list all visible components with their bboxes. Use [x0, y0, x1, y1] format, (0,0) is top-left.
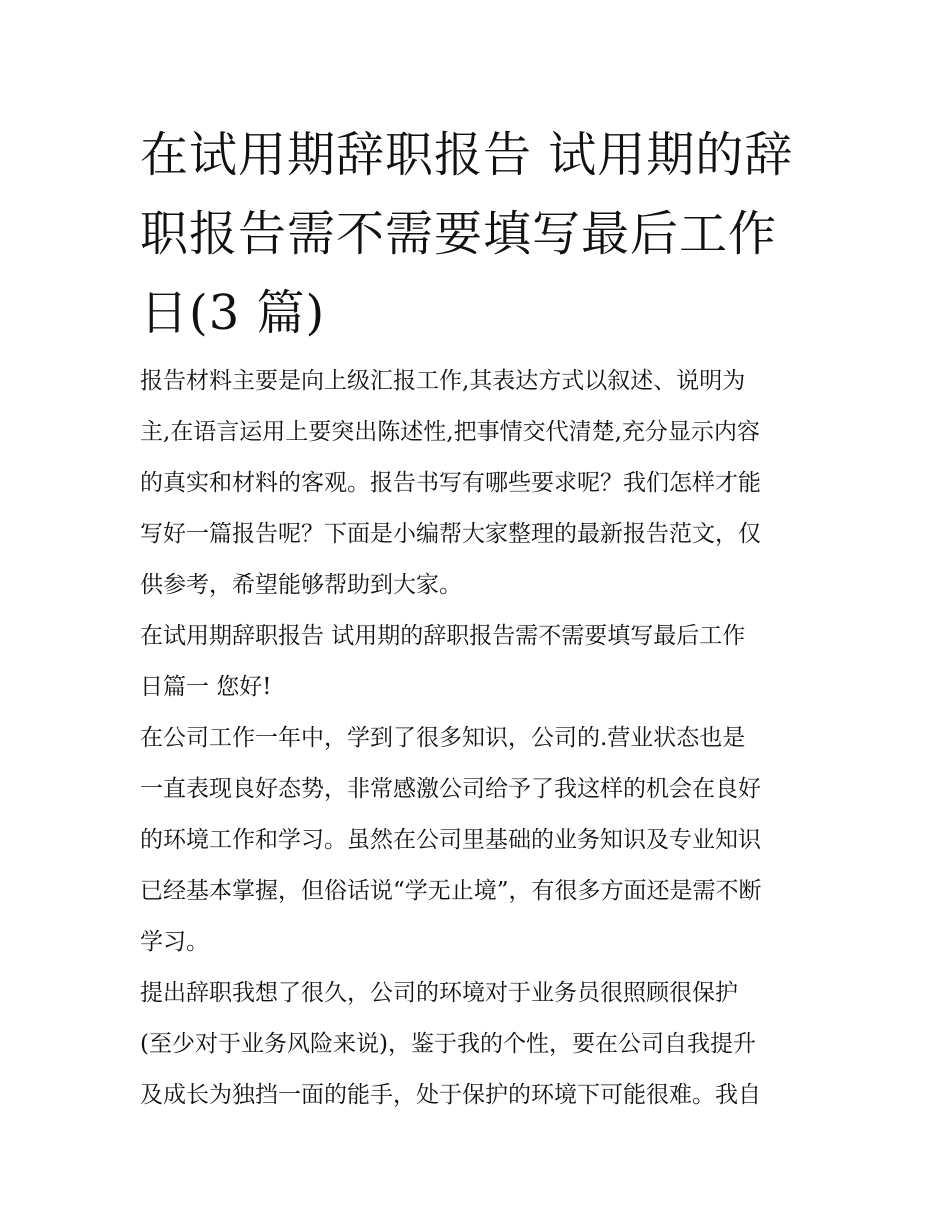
intro-line: 报告材料主要是向上级汇报工作,其表达方式以叙述、说明为	[140, 368, 746, 394]
title-line: 在试用期辞职报告 试用期的辞	[140, 127, 794, 183]
paragraph-line: (至少对于业务风险来说)，鉴于我的个性，要在公司自我提升	[140, 1031, 756, 1057]
paragraph-line: 的环境工作和学习。虽然在公司里基础的业务知识及专业知识	[140, 827, 761, 853]
paragraph-line: 已经基本掌握，但俗话说“学无止境”，有很多方面还是需不断	[140, 878, 762, 904]
document-title	[140, 116, 820, 353]
paragraph-line: 一直表现良好态势，非常感激公司给予了我这样的机会在良好	[140, 776, 761, 802]
title-line: 日(3 篇)	[140, 285, 326, 341]
paragraph-line: 在公司工作一年中，学到了很多知识，公司的.营业状态也是	[140, 725, 746, 751]
document-body	[140, 356, 820, 1121]
title-line: 职报告需不需要填写最后工作	[140, 206, 778, 262]
intro-line: 的真实和材料的客观。报告书写有哪些要求呢？我们怎样才能	[140, 470, 761, 496]
paragraph-line: 及成长为独挡一面的能手，处于保护的环境下可能很难。我自	[140, 1082, 761, 1108]
section-heading-line: 日篇一 您好!	[140, 674, 272, 700]
intro-line: 供参考，希望能够帮助到大家。	[140, 572, 462, 598]
intro-line: 主,在语言运用上要突出陈述性,把事情交代清楚,充分显示内容	[140, 419, 760, 445]
intro-line: 写好一篇报告呢？下面是小编帮大家整理的最新报告范文，仅	[140, 521, 761, 547]
paragraph-line: 提出辞职我想了很久，公司的环境对于业务员很照顾很保护	[140, 980, 738, 1006]
section-heading-line: 在试用期辞职报告 试用期的辞职报告需不需要填写最后工作	[140, 623, 746, 649]
paragraph-line: 学习。	[140, 929, 209, 955]
